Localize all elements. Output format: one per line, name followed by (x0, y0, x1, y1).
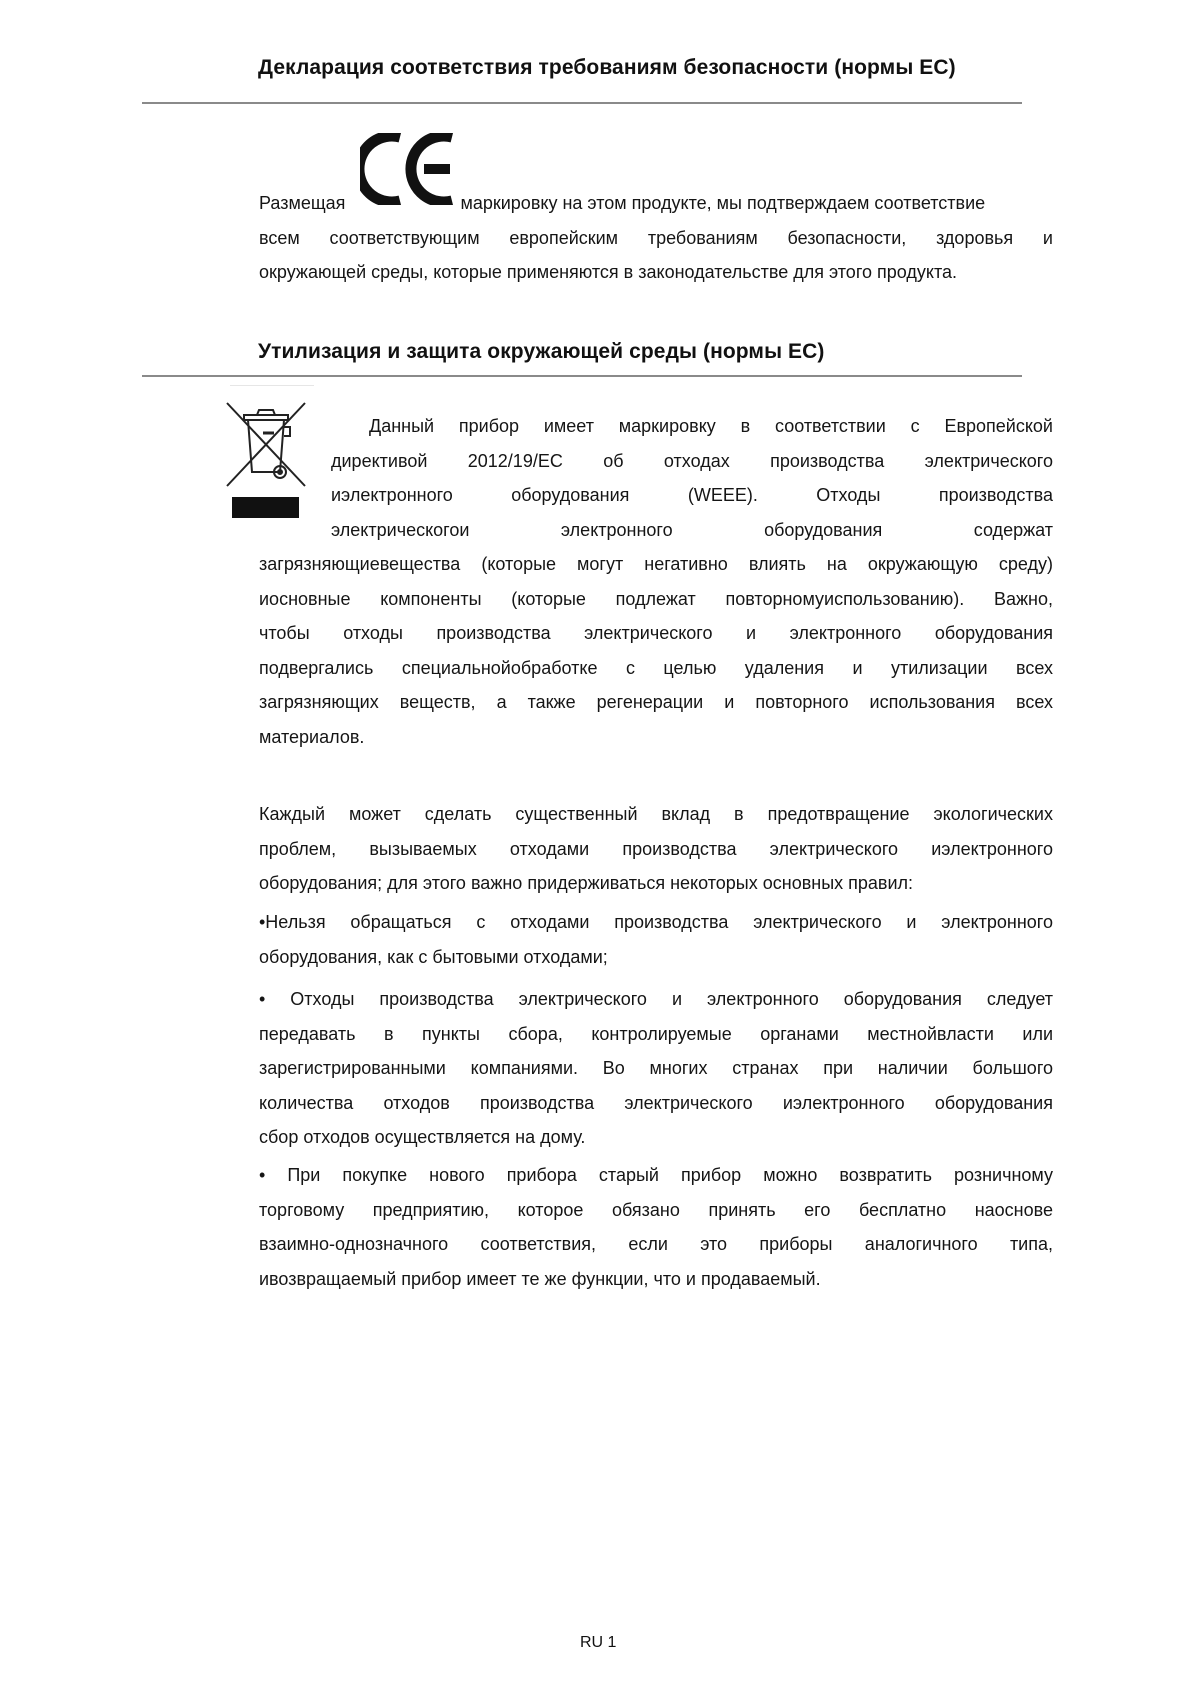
rules-line-1: Каждый может сделать существенный вклад в предотвращение экологических (259, 804, 1053, 824)
weee-line-1: Данный прибор имеет маркировку в соответствии с Европейской (369, 416, 1053, 436)
weee-line-4: электрическогои электронного оборудования содержат (331, 519, 1053, 540)
weee-line-9: загрязняющих веществ, а также регенерации и повторного использования всех (259, 692, 1053, 712)
bullet-item-1 (259, 905, 1053, 974)
bullet-1-line-2: оборудования, как с бытовыми отходами; (259, 946, 608, 967)
bullet-2-line-1: • Отходы производства электрического и электронного оборудования следует (259, 989, 1053, 1009)
rules-line-2: проблем, вызываемых отходами производства электрического иэлектронного (259, 838, 1053, 859)
bullet-3-line-3: взаимно-однозначного соответствия, если это приборы аналогичного типа, (259, 1234, 1053, 1254)
page-number: RU 1 (580, 1634, 617, 1651)
rules-line-3: оборудования; для этого важно придерживаться некоторых основных правил: (259, 873, 914, 893)
weee-line-2: директивой 2012/19/EC об отходах производства электрического (331, 450, 1053, 471)
bullet-item-2 (259, 982, 1053, 1155)
weee-line-6: иосновные компоненты (которые подлежат повторномуиспользованию). Важно, (259, 588, 1053, 609)
bullet-2-line-4: количества отходов производства электрического иэлектронного оборудования (259, 1092, 1053, 1113)
weee-line-5: загрязняющиевещества (которые могут негативно влиять на окружающую среду) (259, 554, 1053, 574)
bullet-3-line-1: • При покупке нового прибора старый прибор можно возвратить розничному (259, 1165, 1053, 1185)
ce-mark-icon (360, 133, 458, 205)
bullet-2-line-2: передавать в пункты сбора, контролируемые органами местнойвласти или (259, 1023, 1053, 1044)
crossed-out-wheelie-bin-icon (224, 400, 308, 522)
section-title-disposal: Утилизация и защита окружающей среды (нормы ЕС) (258, 340, 825, 363)
divider (142, 375, 1022, 377)
ce-text-before: Размещая (259, 193, 346, 213)
weee-line-8: подвергались специальнойобработке с целью удаления и утилизации всех (259, 657, 1053, 678)
weee-paragraph-indented (331, 409, 1053, 547)
weee-line-10: материалов. (259, 726, 365, 747)
weee-line-3: иэлектронного оборудования (WEEE). Отходы производства (331, 485, 1053, 505)
bullet-1-line-1: •Нельзя обращаться с отходами производства электрического и электронного (259, 912, 1053, 932)
bullet-item-3 (259, 1158, 1053, 1296)
section-title-declaration: Декларация соответствия требованиям безопасности (нормы ЕС) (258, 56, 956, 79)
weee-line-7: чтобы отходы производства электрического и электронного оборудования (259, 623, 1053, 643)
decorative-line (230, 385, 314, 386)
bullet-3-line-4: ивозвращаемый прибор имеет те же функции, что и продаваемый. (259, 1268, 821, 1289)
ce-line-2: всем соответствующим европейским требованиям безопасности, здоровья и (259, 227, 1053, 248)
bullet-2-line-3: зарегистрированными компаниями. Во многих странах при наличии большого (259, 1058, 1053, 1078)
ce-line-3: окружающей среды, которые применяются в законодательстве для этого продукта. (259, 262, 958, 282)
ce-text-after: маркировку на этом продукте, мы подтверждаем соответствие (460, 193, 986, 213)
rules-intro-paragraph (259, 797, 1053, 901)
bullet-2-line-5: сбор отходов осуществляется на дому. (259, 1127, 586, 1147)
bullet-3-line-2: торговому предприятию, которое обязано принять его бесплатно наоснове (259, 1199, 1053, 1220)
weee-paragraph-continued (259, 547, 1053, 754)
divider (142, 102, 1022, 104)
